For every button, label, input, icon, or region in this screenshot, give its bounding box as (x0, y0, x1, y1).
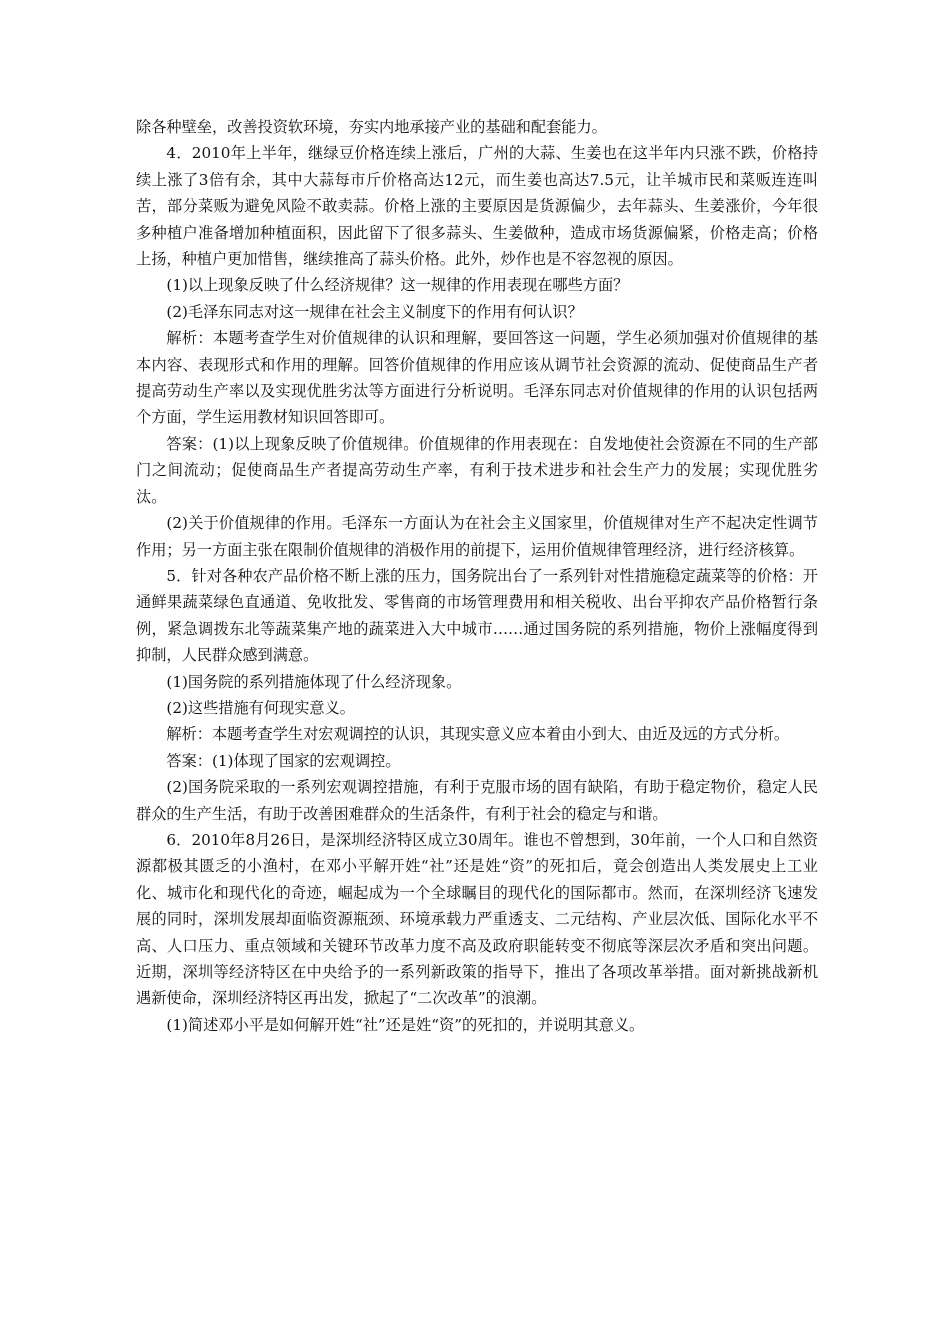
question-4-answer-2: (2)关于价值规律的作用。毛泽东一方面认为在社会主义国家里，价值规律对生产不起决定性调节作用；另一方面主张在限制价值规律的消极作用的前提下，运用价值规律管理经济，进行经济核算。 (136, 514, 818, 559)
question-4: 4．2010年上半年，继绿豆价格连续上涨后，广州的大蒜、生姜也在这半年内只涨不跌，价格持续上涨了3倍有余，其中大蒜每市斤价格高达12元，而生姜也高达7.5元，让羊城市民和菜贩连连叫苦，部分菜贩为避免风险不敢卖蒜。价格上涨的主要原因是货源偏少，去年蒜头、生姜涨价，今年很多种植户准备增加种植面积，因此留下了很多蒜头、生姜做种，造成市场货源偏紧，价格走高；价格上扬，种植户更加惜售，继续推高了蒜头价格。此外，炒作也是不容忽视的原因。 (136, 144, 818, 269)
question-4-answer-1: 答案：(1)以上现象反映了价值规律。价值规律的作用表现在：自发地使社会资源在不同的生产部门之间流动；促使商品生产者提高劳动生产率，有利于技术进步和社会生产力的发展；实现优胜劣汰。 (136, 434, 818, 506)
paragraph-continuation: 除各种壁垒，改善投资软环境，夯实内地承接产业的基础和配套能力。 (136, 118, 607, 136)
question-5-answer-2: (2)国务院采取的一系列宏观调控措施，有利于克服市场的固有缺陷，有助于稳定物价，稳定人民群众的生产生活，有助于改善困难群众的生活条件，有利于社会的稳定与和谐。 (136, 778, 818, 823)
document-page (136, 114, 818, 1038)
question-5-part-1: (1)国务院的系列措施体现了什么经济现象。 (166, 672, 462, 691)
question-6: 6．2010年8月26日，是深圳经济特区成立30周年。谁也不曾想到，30年前，一个人口和自然资源都极其匮乏的小渔村，在邓小平解开姓“社”还是姓“资”的死扣后，竟会创造出人类发展史上工业化、城市化和现代化的奇迹，崛起成为一个全球瞩目的现代化的国际都市。然而，在深圳经济飞速发展的同时，深圳发展却面临资源瓶颈、环境承载力严重透支、二元结构、产业层次低、国际化水平不高、人口压力、重点领域和关键环节改革力度不高及政府职能转变不彻底等深层次矛盾和突出问题。近期，深圳等经济特区在中央给予的一系列新政策的指导下，推出了各项改革举措。面对新挑战新机遇新使命，深圳经济特区再出发，掀起了“二次改革”的浪潮。 (136, 830, 818, 1008)
question-5-answer-1: 答案：(1)体现了国家的宏观调控。 (166, 751, 401, 770)
question-5-part-2: (2)这些措施有何现实意义。 (166, 698, 355, 717)
question-5: 5．针对各种农产品价格不断上涨的压力，国务院出台了一系列针对性措施稳定蔬菜等的价格：开通鲜果蔬菜绿色直通道、免收批发、零售商的市场管理费用和相关税收、出台平抑农产品价格暂行条例，紧急调拨东北等蔬菜集产地的蔬菜进入大中城市……通过国务院的系列措施，物价上涨幅度得到抑制，人民群众感到满意。 (136, 566, 818, 665)
question-5-analysis: 解析：本题考查学生对宏观调控的认识，其现实意义应本着由小到大、由近及远的方式分析。 (166, 725, 790, 744)
question-4-part-2: (2)毛泽东同志对这一规律在社会主义制度下的作用有何认识？ (166, 302, 583, 321)
question-4-part-1: (1)以上现象反映了什么经济规律？这一规律的作用表现在哪些方面？ (166, 276, 629, 295)
question-6-part-1: (1)简述邓小平是如何解开姓“社”还是姓“资”的死扣的，并说明其意义。 (166, 1015, 645, 1034)
question-4-analysis: 解析：本题考查学生对价值规律的认识和理解，要回答这一问题，学生必须加强对价值规律的基本内容、表现形式和作用的理解。回答价值规律的作用应该从调节社会资源的流动、促使商品生产者提高劳动生产率以及实现优胜劣汰等方面进行分析说明。毛泽东同志对价值规律的作用的认识包括两个方面，学生运用教材知识回答即可。 (136, 329, 818, 427)
